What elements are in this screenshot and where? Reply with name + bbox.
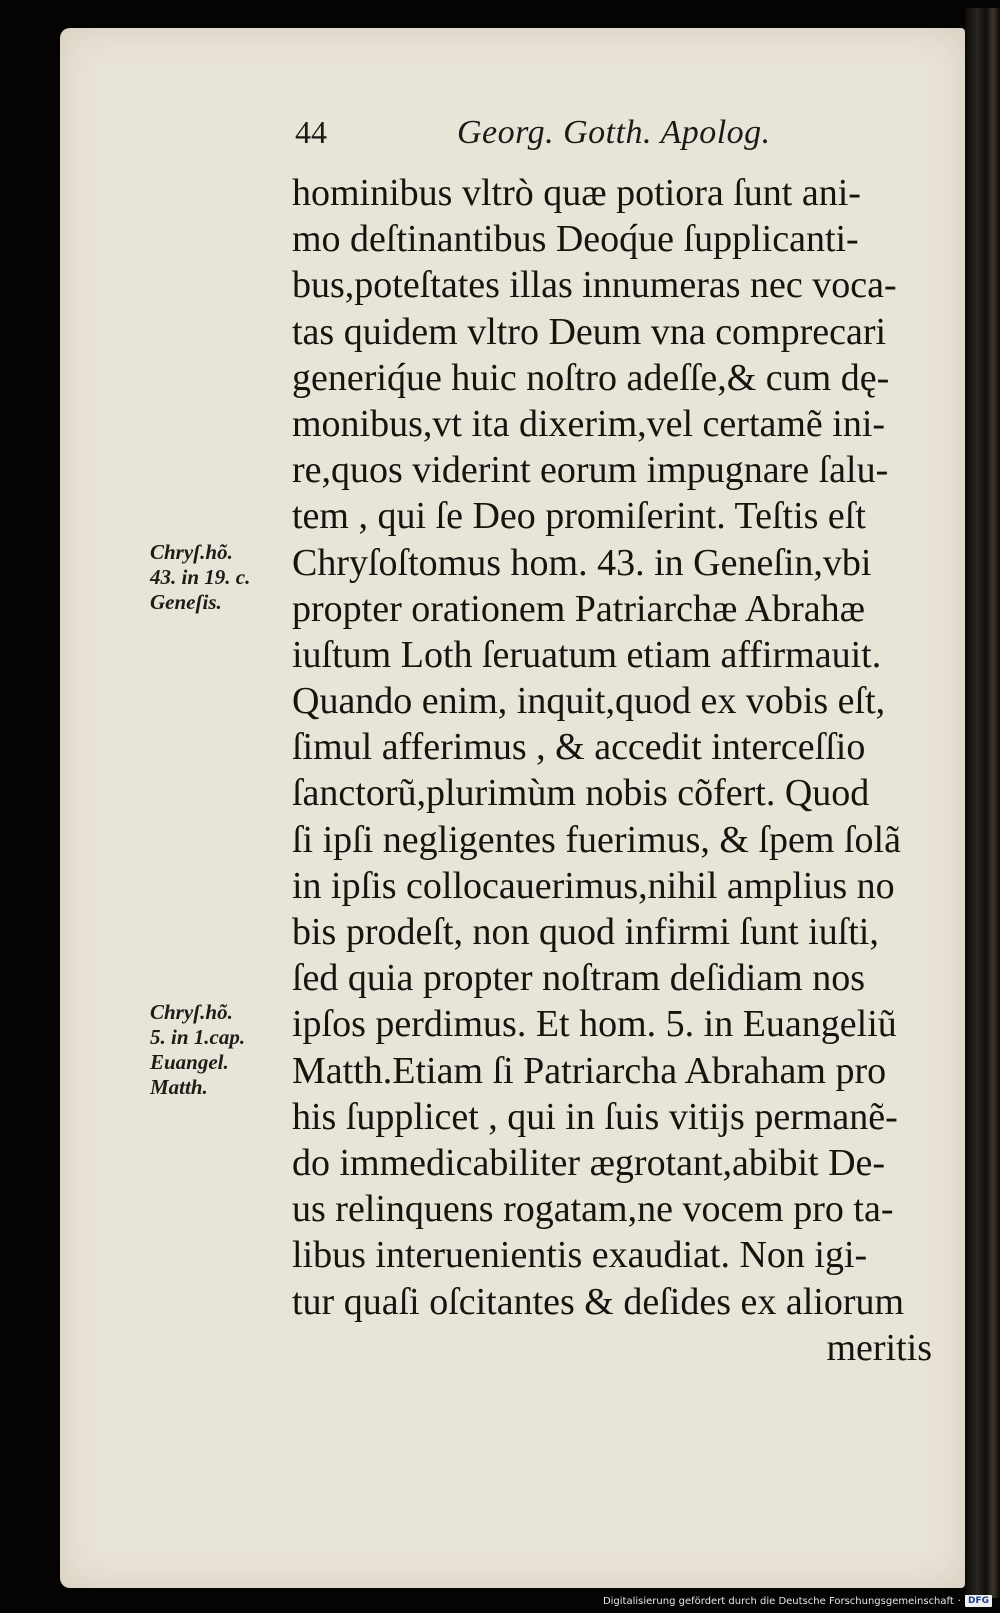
text-line: his ſupplicet , qui in ſuis vitijs permanẽ- bbox=[292, 1095, 898, 1138]
page-number: 44 bbox=[295, 114, 327, 150]
text-line: iuſtum Loth ſeruatum etiam affirmauit. bbox=[292, 633, 882, 676]
text-line: mo deſtinantibus Deoq́ue ſupplicanti- bbox=[292, 218, 859, 261]
text-line: Matth.Etiam ſi Patriarcha Abraham pro bbox=[292, 1049, 887, 1092]
text-line: tas quidem vltro Deum vna comprecari bbox=[292, 310, 887, 353]
text-line: bus,poteſtates illas innumeras nec voca- bbox=[292, 264, 897, 307]
text-line: generiq́ue huic noſtro adeſſe,& cum dę- bbox=[292, 356, 890, 399]
text-line: Quando enim, inquit,quod ex vobis eſt, bbox=[292, 680, 886, 723]
text-line: do immedicabiliter ægrotant,abibit De- bbox=[292, 1141, 886, 1184]
marginal-note bbox=[150, 1000, 280, 1100]
marginal-note bbox=[150, 540, 280, 615]
marginal-note-line: Geneſis. bbox=[150, 590, 222, 614]
text-line: Chryſoſtomus hom. 43. in Geneſin,vbi bbox=[292, 541, 872, 584]
text-line: re,quos viderint eorum impugnare ſalu- bbox=[292, 449, 889, 492]
text-line: tur quaſi oſcitantes & deſides ex aliorum bbox=[292, 1280, 905, 1323]
text-line: monibus,vt ita dixerim,vel certamẽ ini- bbox=[292, 402, 886, 445]
marginal-note-line: Matth. bbox=[150, 1075, 208, 1099]
marginal-note-line: Euangel. bbox=[150, 1050, 229, 1074]
digitization-footer: Digitalisierung gefördert durch die Deutsche Forschungsgemeinschaft · DFG bbox=[603, 1593, 992, 1609]
body-text bbox=[292, 170, 952, 1371]
text-line: tem , qui ſe Deo promiſerint. Teſtis eſt bbox=[292, 495, 866, 538]
book-edge bbox=[965, 8, 1000, 1598]
marginal-note-line: 43. in 19. c. bbox=[150, 565, 251, 589]
text-line: ſi ipſi negligentes fuerimus, & ſpem ſolã bbox=[292, 818, 901, 861]
text-line: propter orationem Patriarchæ Abrahæ bbox=[292, 587, 866, 630]
text-line: in ipſis collocauerimus,nihil amplius no bbox=[292, 864, 895, 907]
text-line: bis prodeſt, non quod infirmi ſunt iuſti, bbox=[292, 911, 879, 953]
marginal-note-line: Chryſ.hõ. bbox=[150, 1000, 233, 1024]
catchword: meritis bbox=[826, 1326, 932, 1369]
dfg-logo: DFG bbox=[965, 1595, 992, 1607]
running-head bbox=[295, 114, 875, 162]
running-head-title: Georg. Gotth. Apolog. bbox=[457, 114, 771, 151]
text-line: libus interuenientis exaudiat. Non igi- bbox=[292, 1234, 868, 1277]
text-line: us relinquens rogatam,ne vocem pro ta- bbox=[292, 1188, 894, 1231]
text-line: ſed quia propter noſtram deſidiam nos bbox=[292, 957, 866, 1000]
marginal-note-line: 5. in 1.cap. bbox=[150, 1025, 246, 1049]
text-line: ſimul afferimus , & accedit interceſſio bbox=[292, 726, 866, 769]
text-line: ſanctorũ,plurimùm nobis cõfert. Quod bbox=[292, 772, 870, 815]
marginal-note-line: Chryſ.hõ. bbox=[150, 540, 233, 564]
footer-text: Digitalisierung gefördert durch die Deutsche Forschungsgemeinschaft bbox=[602, 1595, 954, 1607]
text-line: ipſos perdimus. Et hom. 5. in Euangeliũ bbox=[292, 1003, 897, 1046]
text-line: hominibus vltrò quæ potiora ſunt ani- bbox=[292, 172, 861, 214]
